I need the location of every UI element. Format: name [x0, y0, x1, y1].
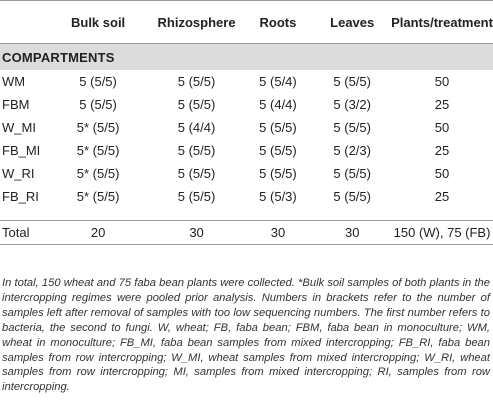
row-label: FB_MI [2, 143, 41, 158]
cell-leaves: 5 (3/2) [333, 97, 371, 112]
total-leaves: 30 [313, 221, 391, 245]
spacer-row [0, 208, 493, 221]
table-row [0, 139, 493, 162]
header-rhizosphere: Rhizosphere [151, 1, 243, 44]
total-rhizosphere: 30 [151, 221, 243, 245]
table-footnote: In total, 150 wheat and 75 faba bean plants were collected. *Bulk soil samples of both plants in the intercropping regimes were pooled prior analysis. Numbers in brackets refer to the number of samples left after removal of samples with too low sequencing numbers. The first number refers to bacteria, the second to fungi. W, wheat; FB, faba bean; FBM, faba bean in monoculture; WM, wheat in monoculture; FB_MI, faba bean samples from mixed intercropping; FB_RI, faba bean samples from row intercropping; W_MI, wheat samples from mixed intercropping; W_RI, wheat samples from row intercropping; MI, samples from mixed intercropping; RI, samples from row intercropping. [2, 277, 490, 394]
cell-plants: 25 [434, 97, 450, 112]
row-label: W_RI [2, 166, 35, 181]
total-row [0, 221, 493, 245]
cell-bulk-soil: 5* (5/5) [76, 120, 120, 135]
header-roots: Roots [243, 1, 314, 44]
total-plants: 150 (W), 75 (FB) [391, 221, 493, 245]
cell-bulk-soil: 5 (5/5) [79, 97, 117, 112]
row-label: FB_RI [2, 189, 39, 204]
cell-bulk-soil: 5 (5/5) [79, 74, 117, 89]
row-label: WM [2, 74, 26, 89]
cell-bulk-soil: 5* (5/5) [76, 143, 120, 158]
cell-leaves: 5 (5/5) [333, 166, 371, 181]
cell-leaves: 5 (5/5) [333, 120, 371, 135]
header-leaves: Leaves [313, 1, 391, 44]
table-row [0, 185, 493, 208]
cell-roots: 5 (5/5) [259, 166, 297, 181]
cell-leaves: 5 (5/5) [333, 189, 371, 204]
cell-rhizosphere: 5 (5/5) [177, 74, 216, 89]
table-row [0, 162, 493, 185]
cell-roots: 5 (5/3) [259, 189, 297, 204]
section-row [0, 44, 493, 71]
cell-rhizosphere: 5 (5/5) [177, 143, 216, 158]
cell-roots: 5 (5/5) [259, 143, 297, 158]
cell-plants: 50 [434, 166, 450, 181]
total-bulk-soil: 20 [46, 221, 151, 245]
cell-leaves: 5 (5/5) [333, 74, 371, 89]
cell-plants: 50 [434, 74, 450, 89]
section-label: COMPARTMENTS [0, 44, 493, 71]
header-cell-blank [0, 1, 46, 44]
spacer-cell [0, 208, 493, 221]
table-row [0, 93, 493, 116]
cell-plants: 50 [434, 120, 450, 135]
cell-rhizosphere: 5 (5/5) [177, 97, 216, 112]
cell-bulk-soil: 5* (5/5) [76, 166, 120, 181]
cell-leaves: 5 (2/3) [333, 143, 371, 158]
row-label: FBM [2, 97, 30, 112]
cell-rhizosphere: 5 (5/5) [177, 189, 216, 204]
cell-rhizosphere: 5 (5/5) [177, 166, 216, 181]
cell-roots: 5 (5/4) [259, 74, 297, 89]
row-label: W_MI [2, 120, 36, 135]
total-roots: 30 [243, 221, 314, 245]
header-plants-per-treatment: Plants/treatment [391, 1, 493, 44]
cell-roots: 5 (5/5) [259, 120, 297, 135]
cell-plants: 25 [434, 189, 450, 204]
table-row [0, 70, 493, 93]
total-label: Total [0, 221, 46, 245]
header-row [0, 1, 493, 44]
cell-bulk-soil: 5* (5/5) [76, 189, 120, 204]
cell-roots: 5 (4/4) [259, 97, 297, 112]
header-bulk-soil: Bulk soil [46, 1, 151, 44]
cell-plants: 25 [434, 143, 450, 158]
cell-rhizosphere: 5 (4/4) [177, 120, 216, 135]
table-row [0, 116, 493, 139]
